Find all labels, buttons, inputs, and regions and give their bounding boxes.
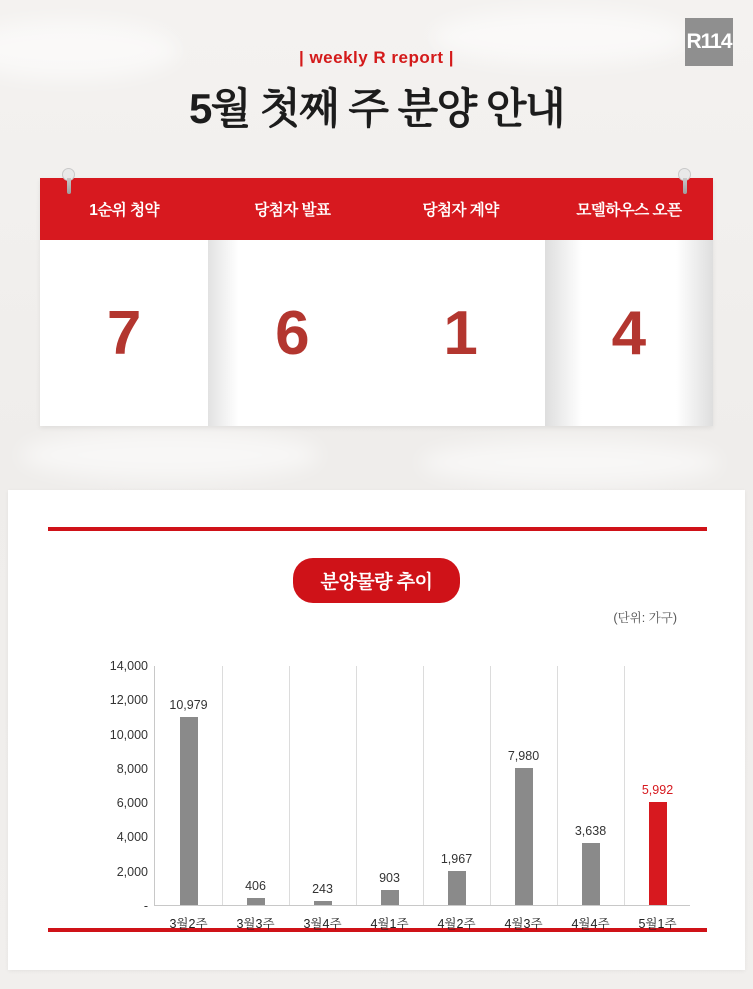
y-axis-tick: 8,000	[116, 761, 148, 776]
chart-title-label: 분양물량 추이	[293, 558, 461, 603]
y-axis-tick: 10,000	[109, 727, 148, 742]
bar-value-label: 10,979	[169, 697, 208, 712]
grid-line	[490, 666, 491, 905]
summary-value: 1	[377, 240, 545, 426]
y-axis-tick: 12,000	[109, 693, 148, 708]
summary-column-당첨자발표	[208, 178, 376, 426]
y-axis-tick: 2,000	[116, 864, 148, 879]
summary-column-1순위청약	[40, 178, 208, 426]
y-axis-tick: -	[143, 899, 148, 913]
cloud-decor	[420, 440, 720, 485]
x-axis-tick: 4월3주	[504, 917, 543, 931]
chart-title	[8, 558, 745, 603]
bar	[515, 768, 533, 905]
bar-value-label: 903	[379, 870, 400, 885]
kicker-bar-right: |	[448, 48, 455, 67]
grid-line	[557, 666, 558, 905]
bar-value-label: 406	[245, 879, 266, 894]
y-axis-tick: 4,000	[116, 830, 148, 845]
bar-value-label: 243	[312, 881, 333, 896]
chart-card	[8, 490, 745, 970]
bar-chart-plot	[154, 666, 690, 931]
x-axis-tick: 5월1주	[638, 917, 677, 931]
summary-card	[40, 178, 713, 426]
chart-unit-label: (단위: 가구)	[613, 611, 677, 625]
r114-logo-icon: R114	[685, 18, 733, 66]
summary-column-당첨자계약	[377, 178, 545, 426]
summary-value: 4	[545, 240, 713, 426]
kicker-bar-left: |	[298, 48, 305, 67]
summary-label: 당첨자 발표	[208, 178, 376, 240]
bar	[314, 901, 332, 905]
pin-icon-left	[62, 168, 75, 194]
summary-label: 당첨자 계약	[377, 178, 545, 240]
kicker-text: weekly R report	[309, 48, 444, 67]
bar	[180, 717, 198, 905]
summary-value: 7	[40, 240, 208, 426]
y-axis-tick: 14,000	[109, 659, 148, 673]
summary-value: 6	[208, 240, 376, 426]
x-axis-tick: 3월4주	[303, 917, 342, 931]
x-axis-tick: 3월3주	[236, 917, 275, 931]
grid-line	[356, 666, 357, 905]
x-axis-tick: 4월2주	[437, 917, 476, 931]
bar	[247, 898, 265, 905]
x-axis-tick: 4월4주	[571, 917, 610, 931]
grid-line	[222, 666, 223, 905]
summary-label: 1순위 청약	[40, 178, 208, 240]
x-axis-tick: 4월1주	[370, 917, 409, 931]
summary-label: 모델하우스 오픈	[545, 178, 713, 240]
report-kicker	[0, 48, 753, 68]
bar	[649, 802, 667, 905]
divider-top	[48, 527, 707, 531]
bar-value-label: 3,638	[574, 823, 607, 838]
page-title: 5월 첫째 주 분양 안내	[188, 85, 565, 132]
bar-value-label: 7,980	[507, 749, 540, 764]
grid-line	[624, 666, 625, 905]
bar-value-label: 5,992	[641, 783, 674, 798]
pin-icon-right	[678, 168, 691, 194]
grid-line	[423, 666, 424, 905]
x-axis-tick: 3월2주	[169, 917, 208, 931]
grid-line	[289, 666, 290, 905]
bar	[448, 871, 466, 905]
y-axis-tick: 6,000	[116, 796, 148, 811]
bar-value-label: 1,967	[440, 852, 473, 867]
bar	[381, 890, 399, 905]
summary-column-모델하우스오픈	[545, 178, 713, 426]
bar	[582, 843, 600, 905]
y-axis-labels	[86, 658, 148, 913]
cloud-decor	[20, 430, 320, 480]
